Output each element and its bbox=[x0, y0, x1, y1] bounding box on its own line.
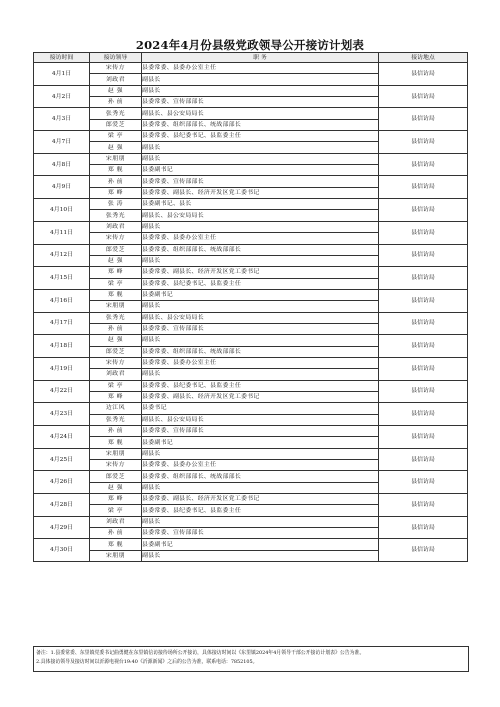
page-title: 2024年4月份县级党政领导公开接访计划表 bbox=[135, 38, 365, 52]
leader-name: 梁 亭 bbox=[90, 505, 142, 516]
leader-duty: 县委副书记 bbox=[142, 539, 379, 550]
leader-duty: 县委常委、组织部部长、统战部部长 bbox=[142, 244, 379, 255]
leader-name: 郎爱芝 bbox=[90, 119, 142, 130]
leader-duty: 县委常委、县委办公室主任 bbox=[142, 63, 379, 74]
table-row bbox=[34, 63, 468, 74]
leader-duty: 副县长 bbox=[142, 335, 379, 346]
leader-duty: 县委常委、宣传部部长 bbox=[142, 176, 379, 187]
leader-duty: 县委常委、宣传部部长 bbox=[142, 97, 379, 108]
leader-name: 宋朋朋 bbox=[90, 301, 142, 312]
leader-duty: 县委常委、县委办公室主任 bbox=[142, 357, 379, 368]
table-row bbox=[34, 244, 468, 255]
leader-name: 孙 前 bbox=[90, 426, 142, 437]
table-row bbox=[34, 539, 468, 550]
visit-date: 4月17日 bbox=[34, 312, 90, 335]
table-row bbox=[34, 380, 468, 391]
visit-date: 4月24日 bbox=[34, 426, 90, 449]
visit-place: 县信访局 bbox=[379, 516, 468, 539]
leader-duty: 副县长 bbox=[142, 74, 379, 85]
leader-name: 孙 前 bbox=[90, 323, 142, 334]
leader-duty: 县委常委、组织部部长、统战部部长 bbox=[142, 346, 379, 357]
leader-duty: 副县长 bbox=[142, 482, 379, 493]
header-place: 接访地点 bbox=[379, 53, 468, 63]
visit-date: 4月18日 bbox=[34, 335, 90, 358]
leader-name: 张秀光 bbox=[90, 108, 142, 119]
table-row bbox=[34, 357, 468, 368]
leader-duty: 县委副书记 bbox=[142, 165, 379, 176]
visit-place: 县信访局 bbox=[379, 244, 468, 267]
leader-name: 刘政君 bbox=[90, 74, 142, 85]
visit-date: 4月28日 bbox=[34, 494, 90, 517]
leader-duty: 县委常委、副县长、经济开发区党工委书记 bbox=[142, 267, 379, 278]
leader-name: 赵 强 bbox=[90, 482, 142, 493]
schedule-table bbox=[33, 52, 468, 562]
visit-place: 县信访局 bbox=[379, 335, 468, 358]
table-row bbox=[34, 448, 468, 459]
notes-box bbox=[33, 646, 469, 672]
leader-duty: 副县长、县公安局局长 bbox=[142, 414, 379, 425]
leader-name: 张秀光 bbox=[90, 210, 142, 221]
visit-place: 县信访局 bbox=[379, 312, 468, 335]
leader-duty: 副县长 bbox=[142, 516, 379, 527]
leader-duty: 副县长 bbox=[142, 369, 379, 380]
visit-date: 4月15日 bbox=[34, 267, 90, 290]
leader-name: 梁 亭 bbox=[90, 278, 142, 289]
leader-name: 孙 前 bbox=[90, 97, 142, 108]
table-row bbox=[34, 426, 468, 437]
visit-place: 县信访局 bbox=[379, 380, 468, 403]
leader-duty: 县委常委、宣传部部长 bbox=[142, 323, 379, 334]
visit-date: 4月10日 bbox=[34, 199, 90, 222]
visit-date: 4月30日 bbox=[34, 539, 90, 562]
visit-date: 4月23日 bbox=[34, 403, 90, 426]
leader-name: 郑 舰 bbox=[90, 289, 142, 300]
table-row bbox=[34, 312, 468, 323]
leader-duty: 县委常委、宣传部部长 bbox=[142, 426, 379, 437]
leader-name: 郎爱芝 bbox=[90, 244, 142, 255]
visit-date: 4月1日 bbox=[34, 63, 90, 86]
visit-date: 4月11日 bbox=[34, 221, 90, 244]
leader-duty: 县委常委、组织部部长、统战部部长 bbox=[142, 471, 379, 482]
table-row bbox=[34, 108, 468, 119]
leader-name: 梁 亭 bbox=[90, 380, 142, 391]
visit-place: 县信访局 bbox=[379, 494, 468, 517]
visit-date: 4月25日 bbox=[34, 448, 90, 471]
leader-name: 郑 峰 bbox=[90, 267, 142, 278]
leader-name: 宋朋朋 bbox=[90, 550, 142, 561]
leader-name: 郑 舰 bbox=[90, 539, 142, 550]
leader-duty: 县委常委、副县长、经济开发区党工委书记 bbox=[142, 494, 379, 505]
visit-date: 4月9日 bbox=[34, 176, 90, 199]
leader-duty: 县委副书记 bbox=[142, 289, 379, 300]
leader-name: 郎爱芝 bbox=[90, 346, 142, 357]
visit-place: 县信访局 bbox=[379, 221, 468, 244]
leader-duty: 副县长 bbox=[142, 550, 379, 561]
leader-name: 宋传方 bbox=[90, 63, 142, 74]
visit-date: 4月16日 bbox=[34, 289, 90, 312]
header-leader: 接访领导 bbox=[90, 53, 142, 63]
visit-place: 县信访局 bbox=[379, 426, 468, 449]
visit-place: 县信访局 bbox=[379, 108, 468, 131]
note-line-2: 2.具体接访领导及接访时间以沂源电视台19:40《沂源新闻》之后的公告为准，联系电话：7852105。 bbox=[36, 659, 258, 665]
header-duty: 职 务 bbox=[142, 53, 379, 63]
leader-name: 张 涛 bbox=[90, 199, 142, 210]
leader-duty: 副县长 bbox=[142, 153, 379, 164]
leader-name: 宋传方 bbox=[90, 233, 142, 244]
leader-duty: 副县长 bbox=[142, 301, 379, 312]
visit-date: 4月26日 bbox=[34, 471, 90, 494]
table-row bbox=[34, 131, 468, 142]
leader-name: 刘政君 bbox=[90, 369, 142, 380]
leader-name: 刘政君 bbox=[90, 221, 142, 232]
table-header-row bbox=[34, 53, 468, 63]
visit-place: 县信访局 bbox=[379, 85, 468, 108]
note-line-1: 备注：1.县委常委、东里镇党委书记曲勇健在东里镇信访接待场所公开接访，具体接访时间以《东里镇2024年4月领导干部公开接访计划表》公告为准。 bbox=[36, 650, 365, 656]
table-row bbox=[34, 221, 468, 232]
leader-duty: 县委常委、县纪委书记、县监委主任 bbox=[142, 380, 379, 391]
leader-name: 赵 强 bbox=[90, 335, 142, 346]
table-row bbox=[34, 494, 468, 505]
header-date: 接访时间 bbox=[34, 53, 90, 63]
visit-date: 4月19日 bbox=[34, 357, 90, 380]
table-row bbox=[34, 516, 468, 527]
leader-duty: 副县长 bbox=[142, 142, 379, 153]
leader-duty: 县委副书记、县长 bbox=[142, 199, 379, 210]
table-row bbox=[34, 267, 468, 278]
table-row bbox=[34, 335, 468, 346]
visit-place: 县信访局 bbox=[379, 63, 468, 86]
leader-name: 边江风 bbox=[90, 403, 142, 414]
table-row bbox=[34, 289, 468, 300]
leader-duty: 副县长、县公安局局长 bbox=[142, 312, 379, 323]
leader-name: 郑 峰 bbox=[90, 494, 142, 505]
leader-name: 张秀光 bbox=[90, 312, 142, 323]
visit-place: 县信访局 bbox=[379, 199, 468, 222]
visit-date: 4月29日 bbox=[34, 516, 90, 539]
leader-duty: 县委常委、宣传部部长 bbox=[142, 528, 379, 539]
visit-date: 4月22日 bbox=[34, 380, 90, 403]
leader-name: 宋朋朋 bbox=[90, 153, 142, 164]
leader-duty: 副县长、县公安局局长 bbox=[142, 210, 379, 221]
schedule-body bbox=[34, 63, 468, 562]
visit-place: 县信访局 bbox=[379, 131, 468, 154]
visit-place: 县信访局 bbox=[379, 471, 468, 494]
leader-name: 郎爱芝 bbox=[90, 471, 142, 482]
leader-name: 宋传方 bbox=[90, 460, 142, 471]
leader-name: 梁 亭 bbox=[90, 131, 142, 142]
visit-place: 县信访局 bbox=[379, 448, 468, 471]
leader-duty: 副县长、县公安局局长 bbox=[142, 108, 379, 119]
leader-duty: 县委常委、县纪委书记、县监委主任 bbox=[142, 131, 379, 142]
leader-name: 郑 峰 bbox=[90, 187, 142, 198]
leader-duty: 副县长 bbox=[142, 85, 379, 96]
leader-name: 郑 舰 bbox=[90, 165, 142, 176]
visit-date: 4月3日 bbox=[34, 108, 90, 131]
visit-place: 县信访局 bbox=[379, 267, 468, 290]
visit-place: 县信访局 bbox=[379, 403, 468, 426]
visit-place: 县信访局 bbox=[379, 289, 468, 312]
table-row bbox=[34, 176, 468, 187]
leader-name: 赵 强 bbox=[90, 255, 142, 266]
leader-name: 郑 舰 bbox=[90, 437, 142, 448]
leader-name: 宋传方 bbox=[90, 357, 142, 368]
table-row bbox=[34, 153, 468, 164]
leader-duty: 县委副书记 bbox=[142, 437, 379, 448]
leader-duty: 县委常委、县委办公室主任 bbox=[142, 233, 379, 244]
leader-duty: 县委书记 bbox=[142, 403, 379, 414]
visit-date: 4月12日 bbox=[34, 244, 90, 267]
visit-place: 县信访局 bbox=[379, 153, 468, 176]
visit-place: 县信访局 bbox=[379, 176, 468, 199]
table-row bbox=[34, 471, 468, 482]
leader-name: 张秀光 bbox=[90, 414, 142, 425]
leader-duty: 县委常委、县纪委书记、县监委主任 bbox=[142, 505, 379, 516]
leader-duty: 副县长 bbox=[142, 221, 379, 232]
leader-name: 赵 强 bbox=[90, 85, 142, 96]
leader-name: 郑 峰 bbox=[90, 391, 142, 402]
table-row bbox=[34, 85, 468, 96]
visit-place: 县信访局 bbox=[379, 539, 468, 562]
visit-date: 4月2日 bbox=[34, 85, 90, 108]
visit-date: 4月7日 bbox=[34, 131, 90, 154]
table-row bbox=[34, 199, 468, 210]
leader-duty: 县委常委、副县长、经济开发区党工委书记 bbox=[142, 391, 379, 402]
leader-duty: 副县长 bbox=[142, 448, 379, 459]
leader-name: 孙 前 bbox=[90, 528, 142, 539]
leader-name: 宋朋朋 bbox=[90, 448, 142, 459]
visit-place: 县信访局 bbox=[379, 357, 468, 380]
leader-duty: 县委常委、副县长、经济开发区党工委书记 bbox=[142, 187, 379, 198]
leader-duty: 县委常委、县纪委书记、县监委主任 bbox=[142, 278, 379, 289]
leader-name: 刘政君 bbox=[90, 516, 142, 527]
leader-name: 赵 强 bbox=[90, 142, 142, 153]
leader-duty: 县委常委、组织部部长、统战部部长 bbox=[142, 119, 379, 130]
table-row bbox=[34, 403, 468, 414]
visit-date: 4月8日 bbox=[34, 153, 90, 176]
leader-duty: 副县长 bbox=[142, 255, 379, 266]
leader-name: 孙 前 bbox=[90, 176, 142, 187]
leader-duty: 县委常委、县委办公室主任 bbox=[142, 460, 379, 471]
